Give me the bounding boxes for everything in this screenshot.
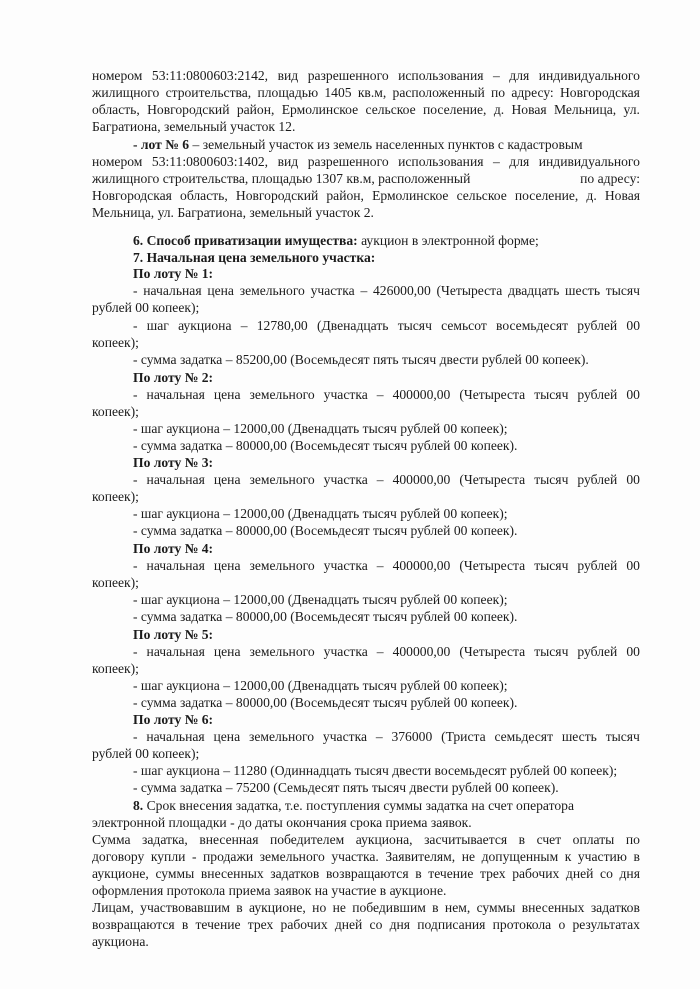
lot3-price-line-2: копеек); <box>92 489 139 504</box>
lot1-step-line-1: - шаг аукциона – 12780,00 (Двенадцать тысяч семьсот восемьдесят рублей 00 <box>133 318 640 333</box>
lot4-step: - шаг аукциона – 12000,00 (Двенадцать тысяч рублей 00 копеек); <box>133 592 508 607</box>
lot6-title: По лоту № 6: <box>133 712 214 727</box>
lot6-line-2: номером 53:11:0800603:1402, вид разрешенного использования – для индивидуального <box>92 154 640 169</box>
lot1-price-line-1: - начальная цена земельного участка – 426000,00 (Четыреста двадцать шесть тысяч <box>133 283 640 298</box>
lot5-step: - шаг аукциона – 12000,00 (Двенадцать тысяч рублей 00 копеек); <box>133 678 508 693</box>
lot3-step: - шаг аукциона – 12000,00 (Двенадцать тысяч рублей 00 копеек); <box>133 506 508 521</box>
section-8-p2-line-4: оформления протокола приема заявок на участие в аукционе. <box>92 883 447 898</box>
lot5-price-line-2: копеек); <box>92 661 139 676</box>
lot6-label: - лот № 6 <box>133 137 190 152</box>
section-8-number: 8. <box>133 798 144 813</box>
lot5-tail-line-4: Багратиона, земельный участок 12. <box>92 119 296 134</box>
lot4-title: По лоту № 4: <box>133 541 214 556</box>
lot3-deposit: - сумма задатка – 80000,00 (Восемьдесят тысяч рублей 00 копеек). <box>133 523 518 538</box>
lot6-deposit: - сумма задатка – 75200 (Семьдесят пять тысяч двести рублей 00 копеек). <box>133 780 559 795</box>
section-6-line: 6. Способ приватизации имущества: аукцион в электронной форме; <box>133 233 539 248</box>
lot2-deposit: - сумма задатка – 80000,00 (Восемьдесят тысяч рублей 00 копеек). <box>133 438 518 453</box>
lot6-line-3: жилищного строительства, площадью 1307 кв.м, расположенный по адресу: <box>92 171 640 186</box>
lot1-price-line-2: рублей 00 копеек); <box>92 300 200 315</box>
lot6-line-5: Мельница, ул. Багратиона, земельный участок 2. <box>92 205 374 220</box>
lot6-line-4: Новгородская область, Новгородский район, Ермолинское сельское поселение, д. Новая <box>92 188 640 203</box>
lot6-price-line-1: - начальная цена земельного участка – 376000 (Триста семьдесят шесть тысяч <box>133 729 640 744</box>
lot2-step: - шаг аукциона – 12000,00 (Двенадцать тысяч рублей 00 копеек); <box>133 421 508 436</box>
section-8-p2-line-1: Сумма задатка, внесенная победителем аукциона, засчитывается в счет оплаты по <box>92 832 640 847</box>
lot5-price-line-1: - начальная цена земельного участка – 400000,00 (Четыреста тысяч рублей 00 <box>133 644 640 659</box>
section-8-line-1: 8. Срок внесения задатка, т.е. поступления суммы задатка на счет оператора <box>133 798 575 813</box>
section-8-p2-line-2: договору купли - продажи земельного участка. Заявителям, не допущенным к участию в <box>92 849 640 864</box>
lot2-price-line-1: - начальная цена земельного участка – 400000,00 (Четыреста тысяч рублей 00 <box>133 387 640 402</box>
section-8-line-2: электронной площадки - до даты окончания срока приема заявок. <box>92 815 472 830</box>
lot3-title: По лоту № 3: <box>133 455 214 470</box>
section-8-p2-line-3: аукционе, суммы внесенных задатков возвращаются в течение трех рабочих дней со дня <box>92 866 640 881</box>
lot2-price-line-2: копеек); <box>92 404 139 419</box>
section-8-p3-line-3: аукциона. <box>92 934 149 949</box>
lot6-step: - шаг аукциона – 11280 (Одиннадцать тысяч двести восемьдесят рублей 00 копеек); <box>133 763 618 778</box>
section-8-p3-line-2: возвращаются в течение трех рабочих дней со дня подписания протокола о результатах <box>92 917 640 932</box>
lot4-price-line-2: копеек); <box>92 575 139 590</box>
lot5-deposit: - сумма задатка – 80000,00 (Восемьдесят тысяч рублей 00 копеек). <box>133 695 518 710</box>
section-8-p3-line-1: Лицам, участвовавшим в аукционе, но не победившим в нем, суммы внесенных задатков <box>92 900 640 915</box>
lot5-tail-line-1: номером 53:11:0800603:2142, вид разрешенного использования – для индивидуального <box>92 68 640 83</box>
lot1-deposit: - сумма задатка – 85200,00 (Восемьдесят пять тысяч двести рублей 00 копеек). <box>133 352 589 367</box>
section-6-heading: 6. Способ приватизации имущества: <box>133 233 358 248</box>
lot5-tail-line-3: область, Новгородский район, Ермолинское сельское поселение, д. Новая Мельница, ул. <box>92 102 640 117</box>
lot3-price-line-1: - начальная цена земельного участка – 400000,00 (Четыреста тысяч рублей 00 <box>133 472 640 487</box>
lot1-title: По лоту № 1: <box>133 266 214 281</box>
section-7-heading: 7. Начальная цена земельного участка: <box>133 250 376 265</box>
lot4-deposit: - сумма задатка – 80000,00 (Восемьдесят тысяч рублей 00 копеек). <box>133 609 518 624</box>
lot5-title: По лоту № 5: <box>133 627 214 642</box>
lot2-title: По лоту № 2: <box>133 370 214 385</box>
lot6-line-1: - лот № 6 – земельный участок из земель населенных пунктов с кадастровым <box>133 137 583 152</box>
lot1-step-line-2: копеек); <box>92 335 139 350</box>
lot6-price-line-2: рублей 00 копеек); <box>92 746 200 761</box>
lot5-tail-line-2: жилищного строительства, площадью 1405 кв.м, расположенный по адресу: Новгородская <box>92 85 640 100</box>
lot4-price-line-1: - начальная цена земельного участка – 400000,00 (Четыреста тысяч рублей 00 <box>133 558 640 573</box>
